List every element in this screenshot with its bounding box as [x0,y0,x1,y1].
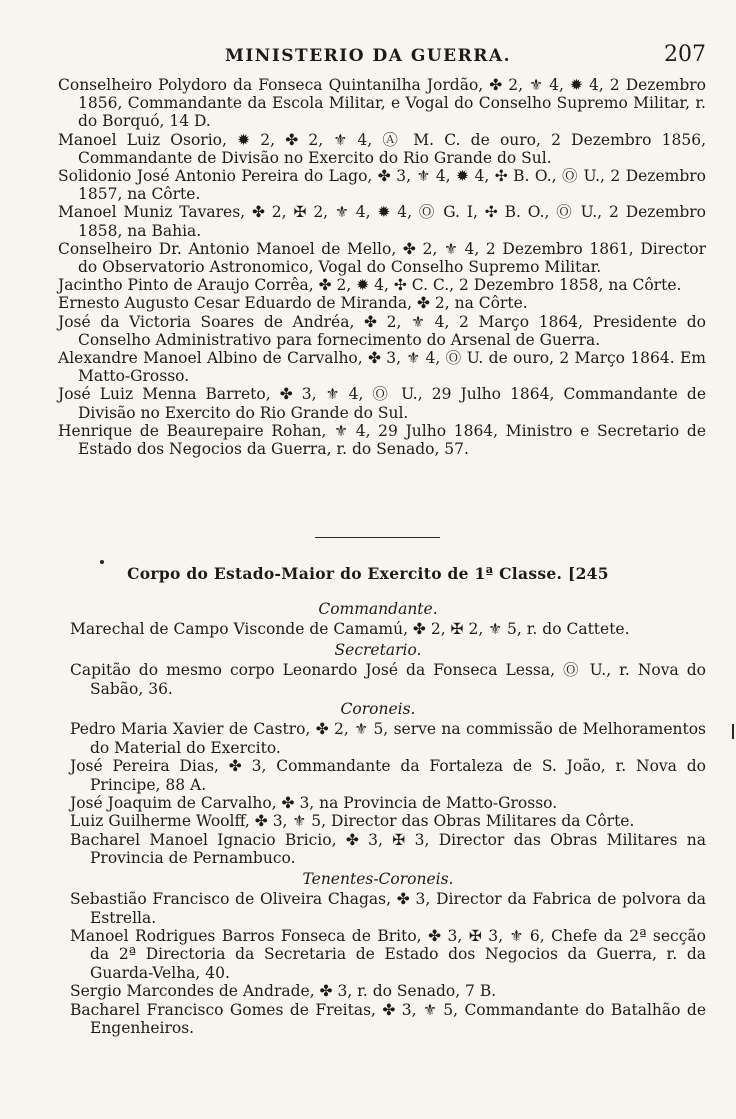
list-item: Alexandre Manoel Albino de Carvalho, ✤ 3, ⚜ 4, Ⓞ U. de ouro, 2 Março 1864. Em Matto-Grosso. [58,349,706,386]
section-title: Corpo do Estado-Maior do Exercito de 1ª Classe. [245 [127,564,609,583]
list-item: Manoel Rodrigues Barros Fonseca de Brito, ✤ 3, ✠ 3, ⚜ 6, Chefe da 2ª secção da 2ª Directoria da Secretaria de Estado dos Negocios da Guerra, r. da Guarda-Velha, 40. [70,926,706,982]
list-item: Bacharel Francisco Gomes de Freitas, ✤ 3, ⚜ 5, Commandante do Batalhão de Engenheiros. [70,1000,706,1037]
page-header [0,42,736,72]
section-divider [315,537,440,538]
list-item: Solidonio José Antonio Pereira do Lago, ✤ 3, ⚜ 4, ✹ 4, ✣ B. O., Ⓞ U., 2 Dezembro 1857, na Côrte. [58,167,706,204]
subheading-secretario: Secretario. [334,640,422,659]
top-entries [58,76,706,458]
list-item: Conselheiro Polydoro da Fonseca Quintanilha Jordão, ✤ 2, ⚜ 4, ✹ 4, 2 Dezembro 1856, Commandante da Escola Militar, e Vogal do Conselho Supremo Militar, r. do Borquó, 14 D. [58,76,706,131]
list-item: Luiz Guilherme Woolff, ✤ 3, ⚜ 5, Director das Obras Militares da Côrte. [70,812,635,831]
list-item: Capitão do mesmo corpo Leonardo José da Fonseca Lessa, Ⓞ U., r. Nova do Sabão, 36. [70,661,706,698]
section-entries [70,598,706,1037]
list-item: Bacharel Manoel Ignacio Bricio, ✤ 3, ✠ 3, Director das Obras Militares na Provincia de Pernambuco. [70,830,706,868]
list-item: Jacintho Pinto de Araujo Corrêa, ✤ 2, ✹ 4, ✣ C. C., 2 Dezembro 1858, na Côrte. [58,276,682,295]
list-item: Sebastião Francisco de Oliveira Chagas, ✤ 3, Director da Fabrica de polvora da Estrella. [70,890,706,927]
subheading-coroneis: Coroneis. [340,700,416,719]
list-item: Manoel Luiz Osorio, ✹ 2, ✤ 2, ⚜ 4, Ⓐ M. C. de ouro, 2 Dezembro 1856, Commandante de Divisão no Exercito do Rio Grande do Sul. [58,130,706,167]
list-item: Pedro Maria Xavier de Castro, ✤ 2, ⚜ 5, serve na commissão de Melhoramentos do Material do Exercito. [70,720,706,757]
page-title: MINISTERIO DA GUERRA. [225,46,511,66]
page-number: 207 [664,42,706,67]
list-item: Marechal de Campo Visconde de Camamú, ✤ 2, ✠ 2, ⚜ 5, r. do Cattete. [70,620,630,639]
list-item: José da Victoria Soares de Andréa, ✤ 2, ⚜ 4, 2 Março 1864, Presidente do Conselho Administrativo para fornecimento do Arsenal de Guerra. [58,312,706,349]
list-item: Sergio Marcondes de Andrade, ✤ 3, r. do Senado, 7 B. [70,982,497,1001]
list-item: José Joaquim de Carvalho, ✤ 3, na Provincia de Matto-Grosso. [70,794,558,813]
list-item: Henrique de Beaurepaire Rohan, ⚜ 4, 29 Julho 1864, Ministro e Secretario de Estado dos Negocios da Guerra, r. do Senado, 57. [58,421,706,459]
subheading-tenentes-coroneis: Tenentes-Coroneis. [302,869,454,888]
list-item: José Pereira Dias, ✤ 3, Commandante da Fortaleza de S. João, r. Nova do Principe, 88 A. [70,757,706,794]
list-item: José Luiz Menna Barreto, ✤ 3, ⚜ 4, Ⓞ U., 29 Julho 1864, Commandante de Divisão no Exercito do Rio Grande do Sul. [58,385,706,422]
list-item: Ernesto Augusto Cesar Eduardo de Miranda, ✤ 2, na Côrte. [58,294,528,313]
subheading-commandante: Commandante. [318,600,438,618]
margin-mark [732,724,734,739]
list-item: Manoel Muniz Tavares, ✤ 2, ✠ 2, ⚜ 4, ✹ 4, Ⓞ G. I, ✣ B. O., Ⓞ U., 2 Dezembro 1858, na Bahia. [58,203,706,240]
list-item: Conselheiro Dr. Antonio Manoel de Mello, ✤ 2, ⚜ 4, 2 Dezembro 1861, Director do Observatorio Astronomico, Vogal do Conselho Supremo Militar. [58,239,706,277]
